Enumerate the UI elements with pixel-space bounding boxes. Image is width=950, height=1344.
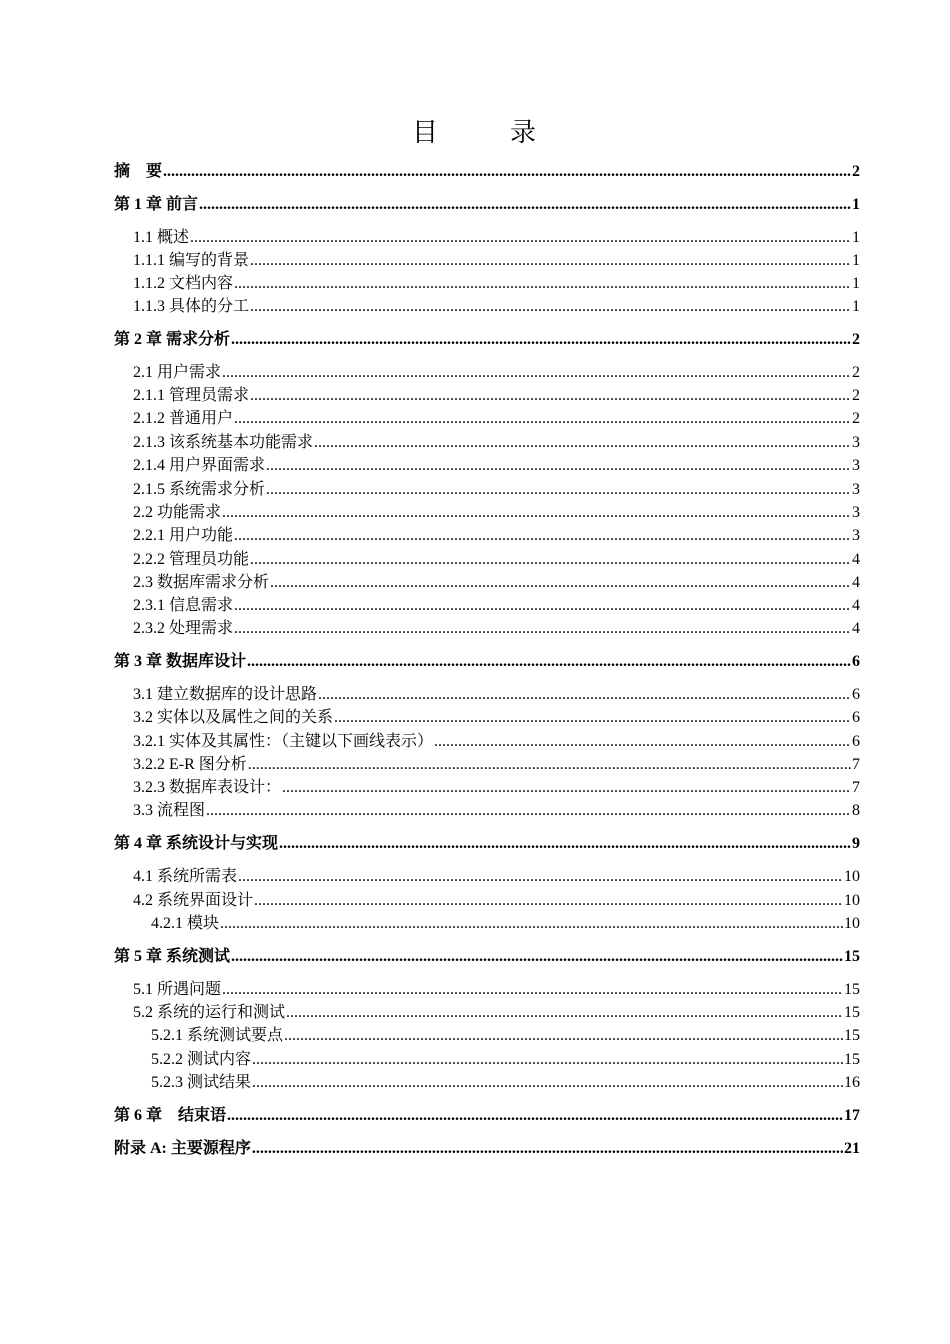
toc-page-number: 17 xyxy=(844,1107,860,1124)
toc-page-number: 3 xyxy=(852,481,860,498)
toc-page-number: 1 xyxy=(852,229,860,246)
toc-dot-leader xyxy=(163,163,851,181)
toc-dot-leader xyxy=(231,948,843,966)
toc-entry-label: 3.1 建立数据库的设计思路 xyxy=(133,686,318,703)
toc-entry-label: 5.2 系统的运行和测试 xyxy=(133,1004,286,1021)
toc-chapter-entry[interactable] xyxy=(114,1102,860,1125)
toc-section-entry[interactable] xyxy=(151,1069,860,1092)
toc-page-number: 15 xyxy=(844,948,860,965)
toc-dot-leader xyxy=(250,298,851,316)
toc-section-entry[interactable] xyxy=(133,569,860,592)
toc-dot-leader xyxy=(334,709,851,727)
toc-page-number: 4 xyxy=(852,551,860,568)
toc-page-number: 2 xyxy=(852,410,860,427)
toc-chapter-entry[interactable] xyxy=(114,943,860,966)
toc-page-number: 15 xyxy=(844,981,860,998)
toc-dot-leader xyxy=(282,779,851,797)
toc-entry-label: 4.1 系统所需表 xyxy=(133,868,238,885)
toc-entry-label: 1.1.1 编写的背景 xyxy=(133,252,250,269)
toc-dot-leader xyxy=(220,915,843,933)
toc-entry-label: 4.2 系统界面设计 xyxy=(133,892,254,909)
toc-section-entry[interactable] xyxy=(133,887,860,910)
toc-page-number: 15 xyxy=(844,1051,860,1068)
toc-page-number: 2 xyxy=(852,163,860,180)
toc-entry-label: 5.1 所遇问题 xyxy=(133,981,222,998)
toc-chapter-entry[interactable] xyxy=(114,191,860,214)
toc-entry-label: 2.3.2 处理需求 xyxy=(133,620,234,637)
toc-section-entry[interactable] xyxy=(133,681,860,704)
toc-dot-leader xyxy=(234,527,851,545)
toc-dot-leader xyxy=(247,653,851,671)
toc-dot-leader xyxy=(190,229,851,247)
toc-entry-label: 2.1.2 普通用户 xyxy=(133,410,234,427)
toc-section-entry[interactable] xyxy=(133,999,860,1022)
toc-dot-leader xyxy=(314,434,851,452)
toc-page-number: 7 xyxy=(852,756,860,773)
toc-section-entry[interactable] xyxy=(133,382,860,405)
toc-entry-label: 5.2.2 测试内容 xyxy=(151,1051,252,1068)
toc-dot-leader xyxy=(250,387,851,405)
toc-dot-leader xyxy=(434,733,851,751)
toc-entry-label: 3.3 流程图 xyxy=(133,802,206,819)
toc-page-number: 3 xyxy=(852,527,860,544)
toc-dot-leader xyxy=(248,756,851,774)
toc-entry-label: 2.2.1 用户功能 xyxy=(133,527,234,544)
toc-dot-leader xyxy=(252,1074,843,1092)
toc-entry-label: 2.1.4 用户界面需求 xyxy=(133,457,266,474)
toc-page-number: 10 xyxy=(844,892,860,909)
toc-page-number: 8 xyxy=(852,802,860,819)
toc-dot-leader xyxy=(222,364,851,382)
toc-page-number: 3 xyxy=(852,457,860,474)
toc-dot-leader xyxy=(286,1004,843,1022)
toc-section-entry[interactable] xyxy=(133,476,860,499)
title-char-1: 目 xyxy=(411,118,440,148)
toc-entry-label: 2.1.5 系统需求分析 xyxy=(133,481,266,498)
toc-entry-label: 5.2.1 系统测试要点 xyxy=(151,1027,284,1044)
toc-page-number: 2 xyxy=(852,387,860,404)
toc-dot-leader xyxy=(270,574,851,592)
toc-dot-leader xyxy=(234,410,851,428)
toc-section-entry[interactable] xyxy=(133,247,860,270)
toc-section-entry[interactable] xyxy=(151,910,860,933)
toc-dot-leader xyxy=(234,597,851,615)
toc-entry-label: 第 5 章 系统测试 xyxy=(114,948,231,965)
toc-page-number: 2 xyxy=(852,364,860,381)
toc-dot-leader xyxy=(284,1027,843,1045)
toc-dot-leader xyxy=(222,504,851,522)
toc-page-number: 2 xyxy=(852,331,860,348)
toc-page-number: 3 xyxy=(852,504,860,521)
toc-dot-leader xyxy=(227,1107,843,1125)
toc-section-entry[interactable] xyxy=(133,224,860,247)
title-char-2: 录 xyxy=(510,118,539,148)
toc-dot-leader xyxy=(234,620,851,638)
toc-page-number: 1 xyxy=(852,298,860,315)
toc-page-number: 7 xyxy=(852,779,860,796)
toc-chapter-entry[interactable] xyxy=(114,158,860,181)
toc-section-entry[interactable] xyxy=(133,797,860,820)
toc-section-entry[interactable] xyxy=(133,704,860,727)
toc-dot-leader xyxy=(318,686,851,704)
toc-page-number: 21 xyxy=(844,1140,860,1157)
toc-entry-label: 5.2.3 测试结果 xyxy=(151,1074,252,1091)
toc-section-entry[interactable] xyxy=(133,546,860,569)
toc-dot-leader xyxy=(266,481,851,499)
toc-section-entry[interactable] xyxy=(133,592,860,615)
toc-page-number: 1 xyxy=(852,196,860,213)
toc-entry-label: 2.1.1 管理员需求 xyxy=(133,387,250,404)
toc-page-number: 4 xyxy=(852,620,860,637)
toc-page-number: 1 xyxy=(852,252,860,269)
toc-entry-label: 附录 A: 主要源程序 xyxy=(114,1140,251,1157)
toc-section-entry[interactable] xyxy=(133,976,860,999)
toc-chapter-entry[interactable] xyxy=(114,1135,860,1158)
toc-dot-leader xyxy=(252,1051,843,1069)
toc-dot-leader xyxy=(279,835,851,853)
toc-entry-label: 2.2.2 管理员功能 xyxy=(133,551,250,568)
toc-page-number: 15 xyxy=(844,1004,860,1021)
toc-entry-label: 2.1.3 该系统基本功能需求 xyxy=(133,434,314,451)
toc-entry-label: 3.2.1 实体及其属性：（主键以下画线表示） xyxy=(133,733,434,750)
toc-chapter-entry[interactable] xyxy=(114,326,860,349)
toc-entry-label: 第 1 章 前言 xyxy=(114,196,199,213)
toc-entry-label: 1.1.3 具体的分工 xyxy=(133,298,250,315)
toc-section-entry[interactable] xyxy=(133,499,860,522)
toc-entry-label: 2.3.1 信息需求 xyxy=(133,597,234,614)
toc-page-number: 10 xyxy=(844,868,860,885)
toc-entry-label: 第 6 章 结束语 xyxy=(114,1107,227,1124)
toc-dot-leader xyxy=(206,802,851,820)
toc-entry-label: 2.3 数据库需求分析 xyxy=(133,574,270,591)
toc-section-entry[interactable] xyxy=(133,429,860,452)
toc-dot-leader xyxy=(266,457,851,475)
toc-section-entry[interactable] xyxy=(151,1022,860,1045)
toc-page-number: 4 xyxy=(852,574,860,591)
toc-dot-leader xyxy=(254,892,843,910)
toc-page-number: 15 xyxy=(844,1027,860,1044)
toc-dot-leader xyxy=(250,551,851,569)
toc-dot-leader xyxy=(238,868,843,886)
toc-page-number: 6 xyxy=(852,686,860,703)
toc-entry-label: 摘 要 xyxy=(114,163,163,180)
toc-entry-label: 3.2.3 数据库表设计： xyxy=(133,779,282,796)
toc-section-entry[interactable] xyxy=(133,405,860,428)
toc-entry-label: 1.1 概述 xyxy=(133,229,190,246)
toc-entry-label: 第 2 章 需求分析 xyxy=(114,331,231,348)
toc-dot-leader xyxy=(222,981,843,999)
toc-section-entry[interactable] xyxy=(151,1046,860,1069)
toc-section-entry[interactable] xyxy=(133,615,860,638)
toc-dot-leader xyxy=(231,331,851,349)
toc-entry-label: 3.2 实体以及属性之间的关系 xyxy=(133,709,334,726)
toc-page-number: 3 xyxy=(852,434,860,451)
toc-section-entry[interactable] xyxy=(133,452,860,475)
toc-entry-label: 第 3 章 数据库设计 xyxy=(114,653,247,670)
toc-chapter-entry[interactable] xyxy=(114,648,860,671)
toc-section-entry[interactable] xyxy=(133,728,860,751)
toc-section-entry[interactable] xyxy=(133,522,860,545)
toc-page-number: 10 xyxy=(844,915,860,932)
toc-dot-leader xyxy=(250,252,851,270)
toc-page-number: 9 xyxy=(852,835,860,852)
page-title xyxy=(0,112,950,149)
toc-section-entry[interactable] xyxy=(133,270,860,293)
toc-section-entry[interactable] xyxy=(133,359,860,382)
toc-entry-label: 1.1.2 文档内容 xyxy=(133,275,234,292)
toc-page-number: 1 xyxy=(852,275,860,292)
toc-page-number: 6 xyxy=(852,653,860,670)
toc-entry-label: 4.2.1 模块 xyxy=(151,915,220,932)
toc-page-number: 16 xyxy=(844,1074,860,1091)
toc-dot-leader xyxy=(234,275,851,293)
toc-entry-label: 第 4 章 系统设计与实现 xyxy=(114,835,279,852)
toc-entry-label: 2.2 功能需求 xyxy=(133,504,222,521)
toc-section-entry[interactable] xyxy=(133,293,860,316)
toc-page-number: 6 xyxy=(852,733,860,750)
toc-section-entry[interactable] xyxy=(133,774,860,797)
toc-section-entry[interactable] xyxy=(133,751,860,774)
toc-entry-label: 3.2.2 E-R 图分析 xyxy=(133,756,247,773)
toc-dot-leader xyxy=(199,196,851,214)
toc-entry-label: 2.1 用户需求 xyxy=(133,364,222,381)
toc-dot-leader xyxy=(252,1140,843,1158)
toc-chapter-entry[interactable] xyxy=(114,830,860,853)
toc-page-number: 6 xyxy=(852,709,860,726)
toc-section-entry[interactable] xyxy=(133,863,860,886)
toc-page-number: 4 xyxy=(852,597,860,614)
